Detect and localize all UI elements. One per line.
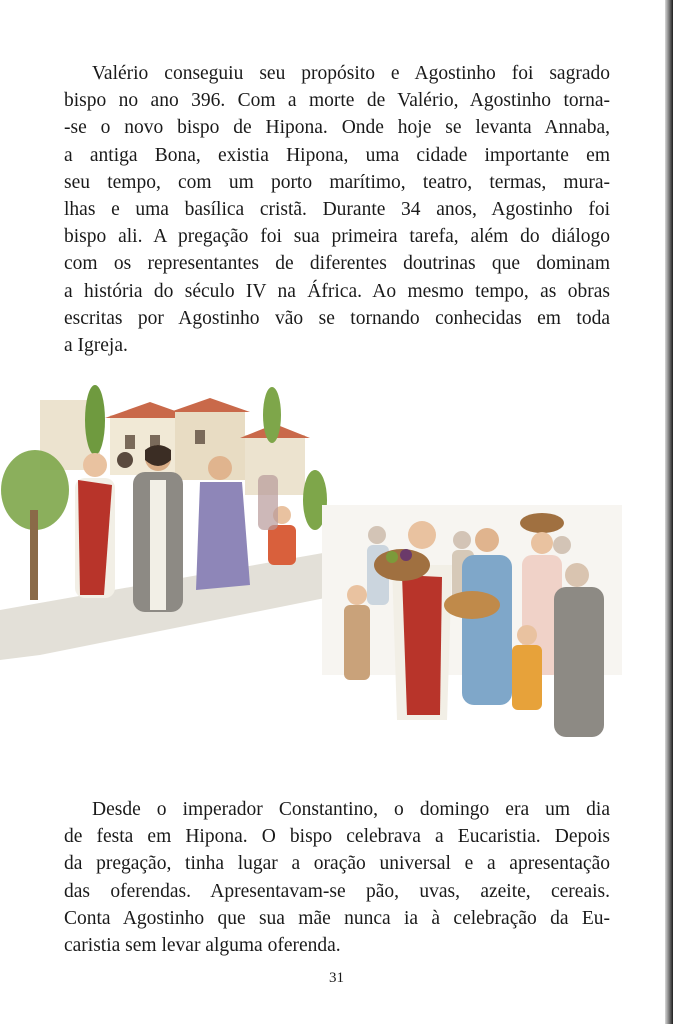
text-line: Valério conseguiu seu propósito e Agostinho foi sagrado — [92, 63, 610, 84]
child-tunic — [344, 605, 370, 680]
text-line: bispo ali. A pregação foi sua primeira tarefa, além do diálogo — [64, 226, 610, 248]
figure-head — [475, 528, 499, 552]
paragraph-1 — [64, 60, 610, 359]
cypress-tree — [263, 387, 281, 443]
figure-head — [565, 563, 589, 587]
blue-robe — [462, 555, 512, 705]
figure-head — [408, 521, 436, 549]
red-robe — [402, 575, 442, 715]
text-line: lhas e uma basílica cristã. Durante 34 anos, Agostinho foi — [64, 199, 610, 221]
figure-head — [347, 585, 367, 605]
background-figure — [117, 452, 133, 468]
figure-head — [531, 532, 553, 554]
text-line: a história do século IV na África. Ao mesmo tempo, as obras — [64, 280, 610, 302]
orange-tunic — [512, 645, 542, 710]
fruit — [386, 551, 398, 563]
page-number: 31 — [329, 970, 344, 986]
background-figure — [368, 526, 386, 544]
offerings-crowd-illustration — [322, 505, 622, 755]
background-figure — [453, 531, 471, 549]
figure-head — [83, 453, 107, 477]
text-line: de festa em Hipona. O bispo celebrava a Eucaristia. Depois — [64, 826, 610, 848]
text-line: bispo no ano 396. Com a morte de Valério, Agostinho torna- — [64, 90, 610, 112]
roof — [170, 398, 250, 412]
background-figure — [258, 475, 278, 530]
background-figure — [553, 536, 571, 554]
white-undergarment — [150, 480, 166, 610]
figure-head — [208, 456, 232, 480]
cypress-tree — [85, 385, 105, 455]
red-tunic — [268, 525, 296, 565]
basket-on-head — [520, 513, 564, 533]
text-line: das oferendas. Apresentavam-se pão, uvas, azeite, cereais. — [64, 880, 610, 902]
bread-basket — [444, 591, 500, 619]
figure-head — [517, 625, 537, 645]
grapes — [400, 549, 412, 561]
window — [195, 430, 205, 444]
paragraph-2 — [64, 796, 610, 959]
beard-hair — [145, 445, 171, 466]
text-line: seu tempo, com um porto marítimo, teatro, termas, mura- — [64, 171, 610, 193]
purple-robe — [196, 482, 250, 590]
street-scene-illustration — [0, 380, 340, 660]
text-line: a antiga Bona, existia Hipona, uma cidade importante em — [64, 144, 610, 166]
grey-robe — [554, 587, 604, 737]
text-line: com os representantes de diferentes doutrinas que dominam — [64, 253, 610, 275]
window — [125, 435, 135, 449]
text-line: Desde o imperador Constantino, o domingo era um dia — [92, 799, 610, 820]
text-line: Conta Agostinho que sua mãe nunca ia à celebração da Eu- — [64, 907, 610, 929]
text-line: a Igreja. — [64, 335, 128, 357]
text-line: da pregação, tinha lugar a oração universal e a apresentação — [64, 853, 610, 875]
page-edge-shadow — [665, 0, 673, 1024]
text-line: escritas por Agostinho vão se tornando conhecidas em toda — [64, 307, 610, 329]
text-line: caristia sem levar alguma oferenda. — [64, 935, 341, 957]
tree-trunk — [30, 510, 38, 600]
text-line: -se o novo bispo de Hipona. Onde hoje se levanta Annaba, — [64, 117, 610, 139]
